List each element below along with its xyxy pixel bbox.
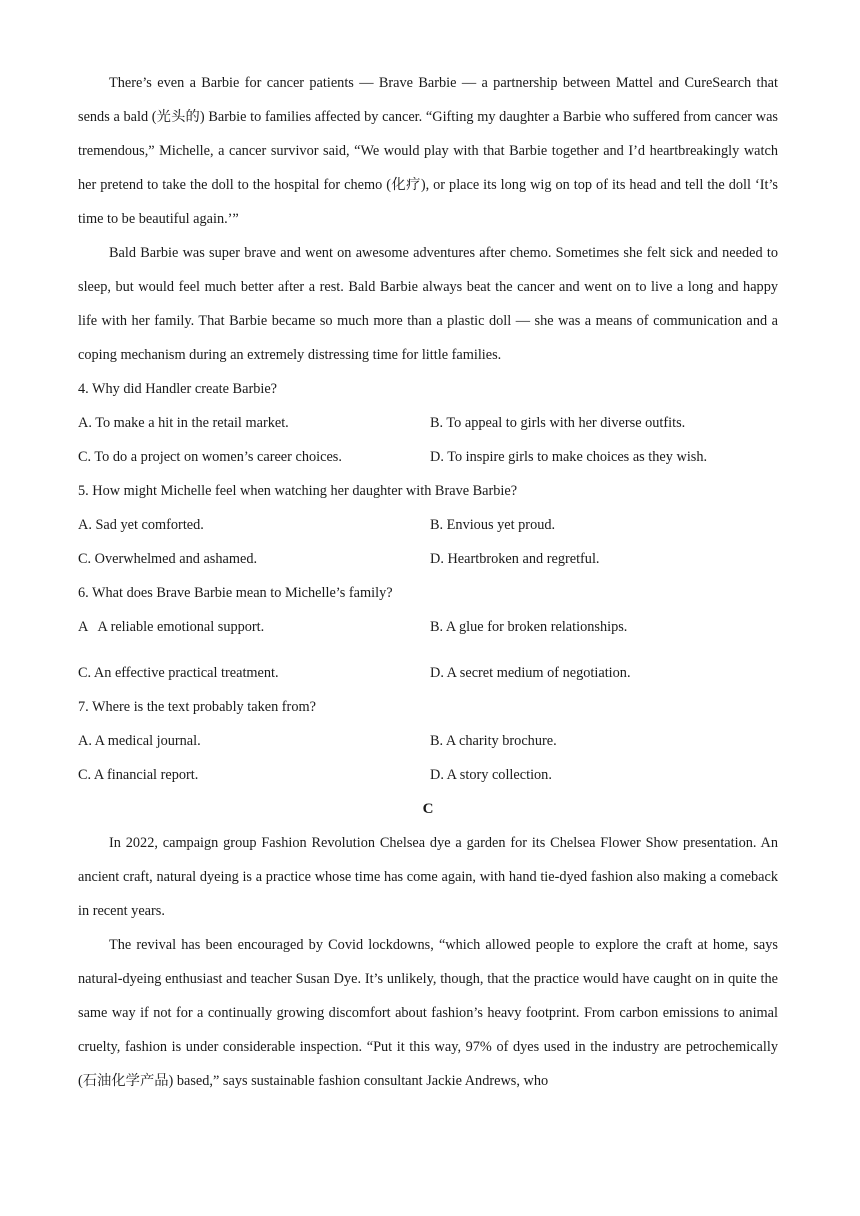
passage-b-paragraph-2: Bald Barbie was super brave and went on awesome adventures after chemo. Sometimes she felt sick and needed to sleep, but would feel much better after a rest. Bald Barbie always beat the cancer and went on to live a long and happy life with her family. That Barbie became so much more than a plastic doll — she was a means of communication and a coping mechanism during an extremely distressing time for little families.: [78, 245, 778, 363]
option-row: [78, 542, 778, 576]
document-page: [78, 66, 778, 1098]
option-row: [78, 508, 778, 542]
question-4: [78, 372, 778, 474]
question-stem: 4. Why did Handler create Barbie?: [78, 381, 278, 397]
question-stem: 5. How might Michelle feel when watching her daughter with Brave Barbie?: [78, 483, 518, 499]
question-stem: 7. Where is the text probably taken from?: [78, 699, 316, 715]
option-row: [78, 610, 778, 656]
option-a: A. To make a hit in the retail market.: [78, 415, 289, 431]
option-row: [78, 406, 778, 440]
passage-b-paragraph-1: There’s even a Barbie for cancer patients — Brave Barbie — a partnership between Mattel and CureSearch that sends a bald (光头的) Barbie to families affected by cancer. “Gifting my daughter a Barbie who suffered from cancer was tremendous,” Michelle, a cancer survivor said, “We would play with that Barbie together and I’d heartbreakingly watch her pretend to take the doll to the hospital for chemo (化疗), or place its long wig on top of its head and tell the doll ‘It’s time to be beautiful again.’”: [78, 75, 778, 227]
option-a: A. Sad yet comforted.: [78, 517, 204, 533]
option-d: D. A secret medium of negotiation.: [430, 665, 631, 681]
question-5: [78, 474, 778, 576]
section-c-paragraph-1: In 2022, campaign group Fashion Revolution Chelsea dye a garden for its Chelsea Flower Show presentation. An ancient craft, natural dyeing is a practice whose time has come again, with hand tie-dyed fashion also making a comeback in recent years.: [78, 835, 778, 919]
option-b: B. Envious yet proud.: [430, 517, 556, 533]
option-d: D. A story collection.: [430, 767, 552, 783]
question-7: [78, 690, 778, 792]
option-row: [78, 758, 778, 792]
section-c-paragraph-2: The revival has been encouraged by Covid lockdowns, “which allowed people to explore the craft at home, says natural-dyeing enthusiast and teacher Susan Dye. It’s unlikely, though, that the practice would have caught on in quite the same way if not for a continually growing discomfort about fashion’s heavy footprint. From carbon emissions to animal cruelty, fashion is under considerable inspection. “Put it this way, 97% of dyes used in the industry are petrochemically (石油化学产品) based,” says sustainable fashion consultant Jackie Andrews, who: [78, 937, 778, 1089]
option-row: [78, 724, 778, 758]
option-b: B. A glue for broken relationships.: [430, 619, 628, 635]
option-d: D. To inspire girls to make choices as they wish.: [430, 449, 708, 465]
option-c: C. Overwhelmed and ashamed.: [78, 551, 258, 567]
question-stem: 6. What does Brave Barbie mean to Michelle’s family?: [78, 585, 393, 601]
option-a: A. A medical journal.: [78, 733, 201, 749]
option-d: D. Heartbroken and regretful.: [430, 551, 600, 567]
option-c: C. To do a project on women’s career choices.: [78, 449, 342, 465]
option-c: C. An effective practical treatment.: [78, 665, 279, 681]
option-b: B. A charity brochure.: [430, 733, 557, 749]
section-c-heading: C: [422, 801, 434, 817]
option-b: B. To appeal to girls with her diverse outfits.: [430, 415, 686, 431]
option-a: A A reliable emotional support.: [78, 619, 265, 635]
option-row: [78, 440, 778, 474]
option-c: C. A financial report.: [78, 767, 199, 783]
question-6: [78, 576, 778, 690]
option-row: [78, 656, 778, 690]
